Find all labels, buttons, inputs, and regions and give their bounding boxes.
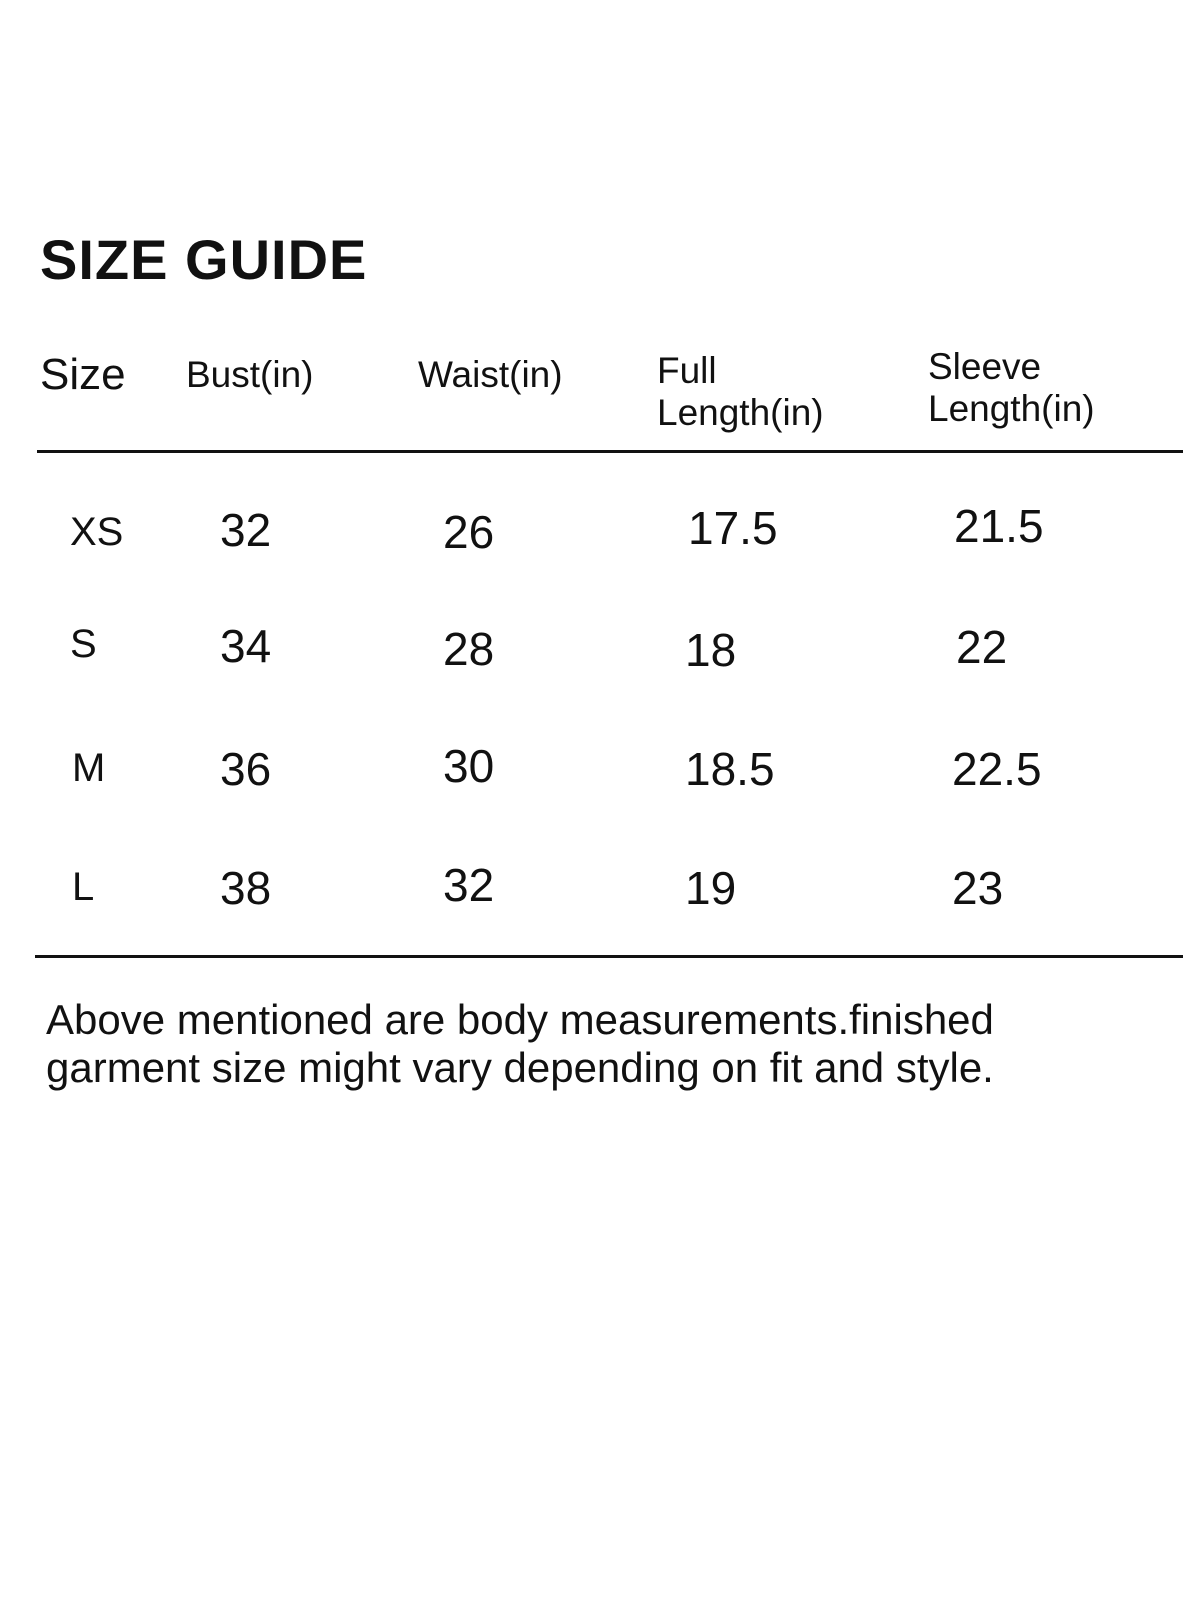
cell-size: S	[70, 622, 97, 666]
cell-size: XS	[70, 510, 124, 554]
cell-waist: 30	[443, 740, 495, 792]
header-sleeve-length-line2: Length(in)	[928, 388, 1095, 429]
measurement-note-line2: garment size might vary depending on fit and style.	[46, 1044, 994, 1091]
measurement-note	[46, 996, 1166, 1092]
header-divider	[37, 450, 1183, 453]
cell-sleeve-length: 22	[956, 621, 1008, 673]
cell-waist: 28	[443, 623, 495, 675]
header-bust: Bust(in)	[186, 354, 314, 395]
cell-bust: 34	[220, 620, 272, 672]
cell-bust: 38	[220, 862, 272, 914]
cell-waist: 26	[443, 506, 495, 558]
cell-full-length: 18.5	[685, 743, 775, 795]
cell-bust: 36	[220, 743, 272, 795]
header-sleeve-length-line1: Sleeve	[928, 346, 1042, 387]
header-full-length	[657, 350, 824, 434]
cell-sleeve-length: 21.5	[954, 500, 1044, 552]
header-size: Size	[40, 350, 126, 399]
cell-sleeve-length: 22.5	[952, 743, 1042, 795]
measurement-note-line1: Above mentioned are body measurements.finished	[46, 996, 994, 1043]
footer-divider	[35, 955, 1183, 958]
header-full-length-line1: Full	[657, 350, 717, 391]
cell-waist: 32	[443, 859, 495, 911]
header-sleeve-length	[928, 346, 1095, 430]
cell-sleeve-length: 23	[952, 862, 1004, 914]
cell-bust: 32	[220, 504, 272, 556]
cell-full-length: 19	[685, 862, 737, 914]
cell-full-length: 18	[685, 624, 737, 676]
page-title: SIZE GUIDE	[40, 228, 368, 291]
header-full-length-line2: Length(in)	[657, 392, 824, 433]
cell-size: M	[72, 746, 106, 790]
cell-size: L	[72, 865, 95, 909]
header-waist: Waist(in)	[418, 354, 563, 395]
cell-full-length: 17.5	[688, 502, 778, 554]
